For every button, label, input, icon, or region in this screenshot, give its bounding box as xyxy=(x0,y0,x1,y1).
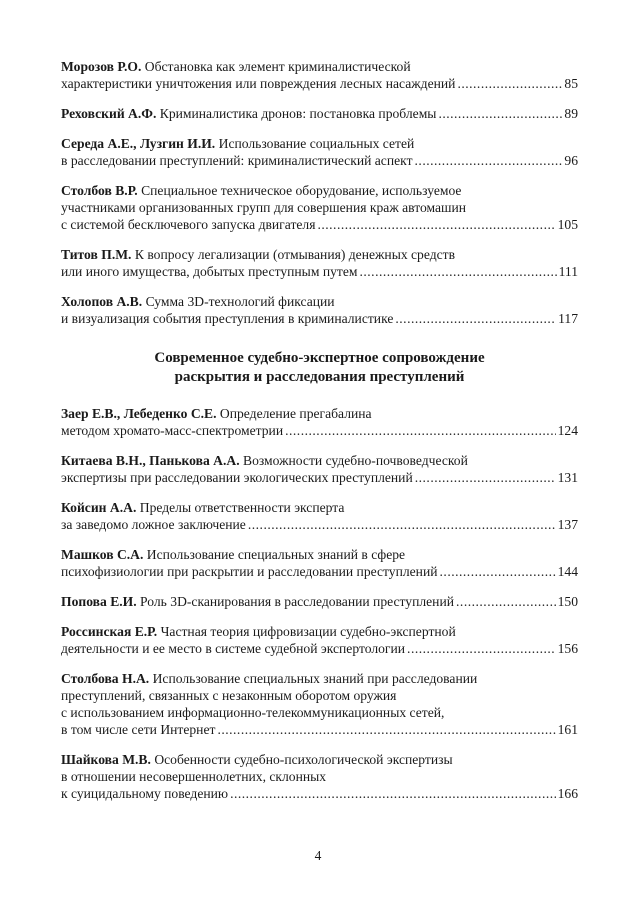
toc-entry-title: Особенности судебно-психологической экспертизы xyxy=(154,752,453,767)
toc-entry-text xyxy=(61,547,405,562)
toc-entry-author: Столбов В.Р. xyxy=(61,183,138,198)
toc-entry-page: 111 xyxy=(558,264,578,279)
toc-entry-line xyxy=(61,182,578,199)
toc-entry-line xyxy=(61,785,578,802)
toc-entry-line xyxy=(61,263,578,280)
dot-leader xyxy=(438,105,562,122)
toc-entry-page: 89 xyxy=(564,106,578,121)
toc-entry-line xyxy=(61,721,578,738)
toc-entry-page: 150 xyxy=(557,594,578,609)
toc-entry[interactable] xyxy=(61,546,578,580)
toc-entry-author: Середа А.Е., Лузгин И.И. xyxy=(61,136,216,151)
toc-entry-line xyxy=(61,469,578,486)
section-title-line: раскрытия и расследования преступлений xyxy=(174,369,465,385)
toc-entry-author: Россинская Е.Р. xyxy=(61,624,158,639)
toc-entry-text xyxy=(61,406,372,421)
toc-entry-title: методом хромато-масс-спектрометрии xyxy=(61,423,284,438)
toc-entry[interactable] xyxy=(61,105,578,122)
toc-entry-text xyxy=(61,294,335,309)
toc-entry-text xyxy=(61,688,396,703)
toc-entry[interactable] xyxy=(61,135,578,169)
toc-entry-title: или иного имущества, добытых преступным путем xyxy=(61,264,358,279)
toc-entry-page: 124 xyxy=(557,423,578,438)
toc-entry-title: в расследовании преступлений: криминалистический аспект xyxy=(61,153,413,168)
toc-entry-title: Использование социальных сетей xyxy=(218,136,415,151)
toc-entry-line xyxy=(61,246,578,263)
toc-entry-line xyxy=(61,152,578,169)
toc-entry-author: Титов П.М. xyxy=(61,247,132,262)
toc-entry-title: преступлений, связанных с незаконным оборотом оружия xyxy=(61,688,397,703)
toc-entry-text xyxy=(61,500,344,515)
toc-entry-line xyxy=(61,768,578,785)
toc-entry-page: 161 xyxy=(557,722,578,737)
toc-entry-title: Использование специальных знаний в сфере xyxy=(146,547,406,562)
toc-entry-text xyxy=(61,640,405,657)
toc-entry-title: Сумма 3D-технологий фиксации xyxy=(145,294,335,309)
toc-entry-text xyxy=(61,59,411,74)
toc-entry-line xyxy=(61,563,578,580)
toc-entry-text xyxy=(61,216,315,233)
dot-leader xyxy=(359,263,556,280)
toc-entry-line xyxy=(61,452,578,469)
toc-entry-author: Шайкова М.В. xyxy=(61,752,151,767)
toc-entry-title: Обстановка как элемент криминалистической xyxy=(144,59,411,74)
dot-leader xyxy=(317,216,555,233)
toc-entry-page: 166 xyxy=(557,786,578,801)
toc-entry-line xyxy=(61,546,578,563)
dot-leader xyxy=(248,516,556,533)
toc-entry-author: Попова Е.И. xyxy=(61,594,137,609)
toc-entry[interactable] xyxy=(61,182,578,233)
toc-entry-line xyxy=(61,75,578,92)
toc-entry-title: Определение прегабалина xyxy=(219,406,372,421)
dot-leader xyxy=(415,469,556,486)
toc-entry-line xyxy=(61,199,578,216)
toc-entry-text xyxy=(61,247,455,262)
toc-entry-title: экспертизы при расследовании экологических преступлений xyxy=(61,470,413,485)
toc-entry-author: Морозов Р.О. xyxy=(61,59,142,74)
toc-entry-title: деятельности и ее место в системе судебной экспертологии xyxy=(61,641,406,656)
toc-entry-line xyxy=(61,516,578,533)
section-title xyxy=(61,349,578,387)
toc-entry-text xyxy=(61,624,456,639)
dot-leader xyxy=(217,721,555,738)
toc-entry-text xyxy=(61,785,228,802)
toc-entry-text xyxy=(61,721,215,738)
toc-entry[interactable] xyxy=(61,593,578,610)
toc-entry-author: Китаева В.Н., Панькова А.А. xyxy=(61,453,240,468)
toc-entry-text xyxy=(61,516,246,533)
toc-entry-title: за заведомо ложное заключение xyxy=(61,517,246,532)
toc-entry-text xyxy=(61,563,438,580)
toc-entry[interactable] xyxy=(61,405,578,439)
toc-entry-line xyxy=(61,216,578,233)
toc-entry-text xyxy=(61,263,357,280)
toc-entry-text xyxy=(61,705,444,720)
toc-entry-text xyxy=(61,136,414,151)
toc-entry[interactable] xyxy=(61,246,578,280)
toc-entry-author: Столбова Н.А. xyxy=(61,671,150,686)
dot-leader xyxy=(230,785,556,802)
toc-entry-text xyxy=(61,422,283,439)
toc-entry-line xyxy=(61,422,578,439)
toc-entry-text xyxy=(61,200,466,215)
toc-entry-text xyxy=(61,183,461,198)
toc-entry-line xyxy=(61,293,578,310)
toc-entry-author: Холопов А.В. xyxy=(61,294,143,309)
dot-leader xyxy=(440,563,556,580)
toc-entry-text xyxy=(61,769,326,784)
toc-entry-line xyxy=(61,405,578,422)
toc-entry-title: с системой бесключевого запуска двигателя xyxy=(61,217,316,232)
toc-entry-title: Криминалистика дронов: постановка проблемы xyxy=(159,106,437,121)
dot-leader xyxy=(415,152,563,169)
toc-entry-page: 144 xyxy=(557,564,578,579)
toc-entry-line xyxy=(61,593,578,610)
toc-entry-title: в том числе сети Интернет xyxy=(61,722,216,737)
section-title-line: Современное судебно-экспертное сопровождение xyxy=(154,350,485,366)
toc-entry-page: 96 xyxy=(564,153,578,168)
toc-entry-author: Заер Е.В., Лебеденко С.Е. xyxy=(61,406,217,421)
toc-entry-title: Специальное техническое оборудование, используемое xyxy=(141,183,462,198)
toc-entry-text xyxy=(61,671,477,686)
toc-entry-title: характеристики уничтожения или повреждения лесных насаждений xyxy=(61,76,456,91)
toc-entry[interactable] xyxy=(61,623,578,657)
toc-entry-author: Реховский А.Ф. xyxy=(61,106,157,121)
toc-entry-title: Роль 3D-сканирования в расследовании преступлений xyxy=(140,594,455,609)
toc-entry-page: 156 xyxy=(557,641,578,656)
page-number: 4 xyxy=(314,848,322,863)
toc-entry-line xyxy=(61,670,578,687)
toc-entry-text xyxy=(61,469,413,486)
dot-leader xyxy=(457,75,562,92)
toc-entry-text xyxy=(61,593,454,610)
toc-entry[interactable] xyxy=(61,452,578,486)
toc-entry-line xyxy=(61,105,578,122)
toc-entry-title: Использование специальных знаний при расследовании xyxy=(152,671,478,686)
toc-entry-line xyxy=(61,310,578,327)
toc-entry-line xyxy=(61,640,578,657)
toc-entry-title: Частная теория цифровизации судебно-экспертной xyxy=(160,624,456,639)
dot-leader xyxy=(407,640,556,657)
toc-entry-text xyxy=(61,453,468,468)
toc-entry-title: К вопросу легализации (отмывания) денежных средств xyxy=(134,247,456,262)
toc-entry-title: Возможности судебно-почвоведческой xyxy=(243,453,468,468)
toc-entry-title: Пределы ответственности эксперта xyxy=(139,500,345,515)
toc-entry-line xyxy=(61,623,578,640)
toc-entry-title: к суицидальному поведению xyxy=(61,786,229,801)
toc-entry-line xyxy=(61,58,578,75)
dot-leader xyxy=(456,593,556,610)
toc-entry[interactable] xyxy=(61,293,578,327)
toc-entry[interactable] xyxy=(61,751,578,802)
toc-entry-title: с использованием информационно-телекоммуникационных сетей, xyxy=(61,705,445,720)
toc-entry-page: 117 xyxy=(558,311,578,326)
toc-entry-text xyxy=(61,152,413,169)
toc-entry-page: 85 xyxy=(564,76,578,91)
toc-entry-page: 131 xyxy=(557,470,578,485)
toc-entry-title: участниками организованных групп для совершения краж автомашин xyxy=(61,200,467,215)
toc-entry[interactable] xyxy=(61,670,578,738)
toc-entry-line xyxy=(61,704,578,721)
toc-entry-line xyxy=(61,135,578,152)
toc-entry-author: Койсин А.А. xyxy=(61,500,137,515)
table-of-contents xyxy=(61,58,578,815)
toc-entry-line xyxy=(61,751,578,768)
toc-entry-text xyxy=(61,310,393,327)
toc-entry-text xyxy=(61,752,453,767)
toc-entry-title: в отношении несовершеннолетних, склонных xyxy=(61,769,327,784)
toc-entry-line xyxy=(61,499,578,516)
toc-entry-title: психофизиологии при раскрытии и расследовании преступлений xyxy=(61,564,438,579)
toc-entry-page: 137 xyxy=(557,517,578,532)
toc-entry[interactable] xyxy=(61,499,578,533)
toc-entry-author: Машков С.А. xyxy=(61,547,144,562)
dot-leader xyxy=(395,310,556,327)
toc-entry-text xyxy=(61,105,436,122)
toc-section xyxy=(61,349,578,802)
toc-entry-text xyxy=(61,75,455,92)
toc-entry-line xyxy=(61,687,578,704)
toc-section xyxy=(61,58,578,327)
toc-entry-page: 105 xyxy=(557,217,578,232)
toc-entry-title: и визуализация события преступления в криминалистике xyxy=(61,311,394,326)
toc-entry[interactable] xyxy=(61,58,578,92)
dot-leader xyxy=(285,422,556,439)
